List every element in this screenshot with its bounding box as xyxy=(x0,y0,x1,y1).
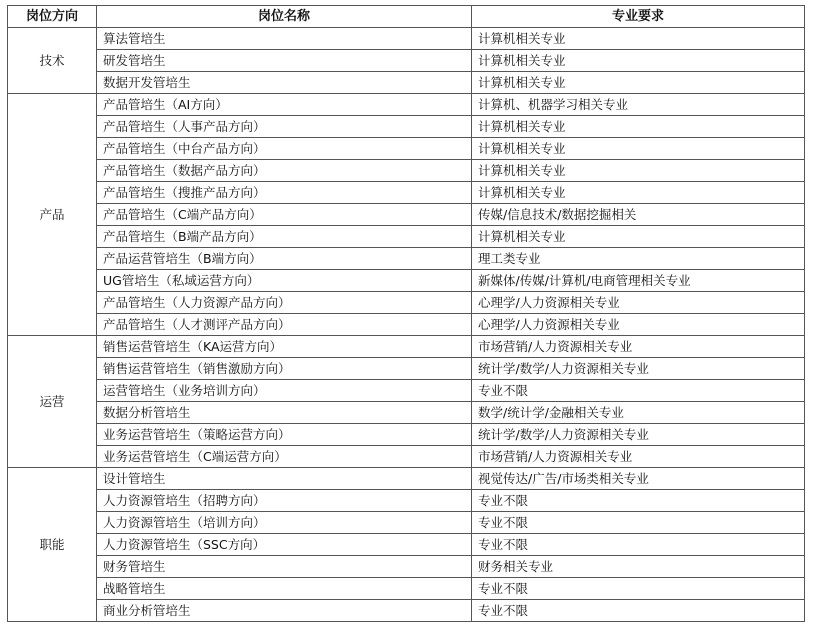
table-row xyxy=(8,512,805,534)
header-row xyxy=(8,6,805,28)
requirement-cell: 视觉传达/广告/市场类相关专业 xyxy=(472,468,805,490)
table-row xyxy=(8,424,805,446)
position-name-cell: 算法管培生 xyxy=(97,28,472,50)
position-name-cell: 产品管培生（数据产品方向） xyxy=(97,160,472,182)
requirement-cell: 专业不限 xyxy=(472,380,805,402)
position-name-cell: 数据开发管培生 xyxy=(97,72,472,94)
table-row xyxy=(8,600,805,622)
requirement-cell: 统计学/数学/人力资源相关专业 xyxy=(472,424,805,446)
position-name-cell: 研发管培生 xyxy=(97,50,472,72)
header-name: 岗位名称 xyxy=(97,6,472,28)
requirement-cell: 专业不限 xyxy=(472,490,805,512)
position-name-cell: 人力资源管培生（招聘方向） xyxy=(97,490,472,512)
requirement-cell: 数学/统计学/金融相关专业 xyxy=(472,402,805,424)
position-name-cell: 产品管培生（搜推产品方向） xyxy=(97,182,472,204)
header-requirement: 专业要求 xyxy=(472,6,805,28)
requirement-cell: 心理学/人力资源相关专业 xyxy=(472,292,805,314)
requirement-cell: 统计学/数学/人力资源相关专业 xyxy=(472,358,805,380)
table-row xyxy=(8,358,805,380)
job-table xyxy=(7,5,805,622)
position-name-cell: 财务管培生 xyxy=(97,556,472,578)
table-row xyxy=(8,226,805,248)
position-name-cell: 产品运营管培生（B端方向） xyxy=(97,248,472,270)
position-name-cell: 业务运营管培生（C端运营方向） xyxy=(97,446,472,468)
requirement-cell: 心理学/人力资源相关专业 xyxy=(472,314,805,336)
table-row xyxy=(8,204,805,226)
table-row xyxy=(8,402,805,424)
header-direction: 岗位方向 xyxy=(8,6,97,28)
position-name-cell: 产品管培生（B端产品方向） xyxy=(97,226,472,248)
table-row xyxy=(8,270,805,292)
table-row xyxy=(8,138,805,160)
position-name-cell: 战略管培生 xyxy=(97,578,472,600)
position-name-cell: 产品管培生（人才测评产品方向） xyxy=(97,314,472,336)
requirement-cell: 计算机相关专业 xyxy=(472,182,805,204)
table-row xyxy=(8,50,805,72)
requirement-cell: 理工类专业 xyxy=(472,248,805,270)
position-name-cell: 产品管培生（C端产品方向） xyxy=(97,204,472,226)
requirement-cell: 市场营销/人力资源相关专业 xyxy=(472,336,805,358)
position-name-cell: 设计管培生 xyxy=(97,468,472,490)
position-name-cell: 业务运营管培生（策略运营方向） xyxy=(97,424,472,446)
position-name-cell: 销售运营管培生（销售激励方向） xyxy=(97,358,472,380)
requirement-cell: 专业不限 xyxy=(472,578,805,600)
requirement-cell: 计算机相关专业 xyxy=(472,138,805,160)
requirement-cell: 计算机、机器学习相关专业 xyxy=(472,94,805,116)
table-row xyxy=(8,380,805,402)
position-name-cell: UG管培生（私域运营方向） xyxy=(97,270,472,292)
requirement-cell: 计算机相关专业 xyxy=(472,28,805,50)
requirement-cell: 传媒/信息技术/数据挖掘相关 xyxy=(472,204,805,226)
requirement-cell: 计算机相关专业 xyxy=(472,72,805,94)
table-row xyxy=(8,446,805,468)
table-row xyxy=(8,336,805,358)
table-row xyxy=(8,182,805,204)
position-name-cell: 人力资源管培生（SSC方向） xyxy=(97,534,472,556)
position-name-cell: 商业分析管培生 xyxy=(97,600,472,622)
table-row xyxy=(8,248,805,270)
requirement-cell: 财务相关专业 xyxy=(472,556,805,578)
requirement-cell: 计算机相关专业 xyxy=(472,160,805,182)
table-row xyxy=(8,534,805,556)
position-name-cell: 销售运营管培生（KA运营方向） xyxy=(97,336,472,358)
requirement-cell: 计算机相关专业 xyxy=(472,226,805,248)
table-body xyxy=(8,28,805,622)
position-name-cell: 产品管培生（人力资源产品方向） xyxy=(97,292,472,314)
requirement-cell: 市场营销/人力资源相关专业 xyxy=(472,446,805,468)
direction-cell: 职能 xyxy=(8,468,97,622)
position-name-cell: 运营管培生（业务培训方向） xyxy=(97,380,472,402)
table-row xyxy=(8,578,805,600)
position-name-cell: 产品管培生（中台产品方向） xyxy=(97,138,472,160)
requirement-cell: 新媒体/传媒/计算机/电商管理相关专业 xyxy=(472,270,805,292)
position-name-cell: 数据分析管培生 xyxy=(97,402,472,424)
position-name-cell: 人力资源管培生（培训方向） xyxy=(97,512,472,534)
table-row xyxy=(8,314,805,336)
table-row xyxy=(8,28,805,50)
table-row xyxy=(8,490,805,512)
table-row xyxy=(8,160,805,182)
direction-cell: 运营 xyxy=(8,336,97,468)
direction-cell: 产品 xyxy=(8,94,97,336)
table-row xyxy=(8,556,805,578)
requirement-cell: 专业不限 xyxy=(472,512,805,534)
direction-cell: 技术 xyxy=(8,28,97,94)
table-row xyxy=(8,116,805,138)
table-row xyxy=(8,94,805,116)
requirement-cell: 专业不限 xyxy=(472,534,805,556)
requirement-cell: 专业不限 xyxy=(472,600,805,622)
requirement-cell: 计算机相关专业 xyxy=(472,116,805,138)
position-name-cell: 产品管培生（人事产品方向） xyxy=(97,116,472,138)
table-row xyxy=(8,468,805,490)
requirement-cell: 计算机相关专业 xyxy=(472,50,805,72)
table-row xyxy=(8,292,805,314)
table-row xyxy=(8,72,805,94)
position-name-cell: 产品管培生（AI方向） xyxy=(97,94,472,116)
